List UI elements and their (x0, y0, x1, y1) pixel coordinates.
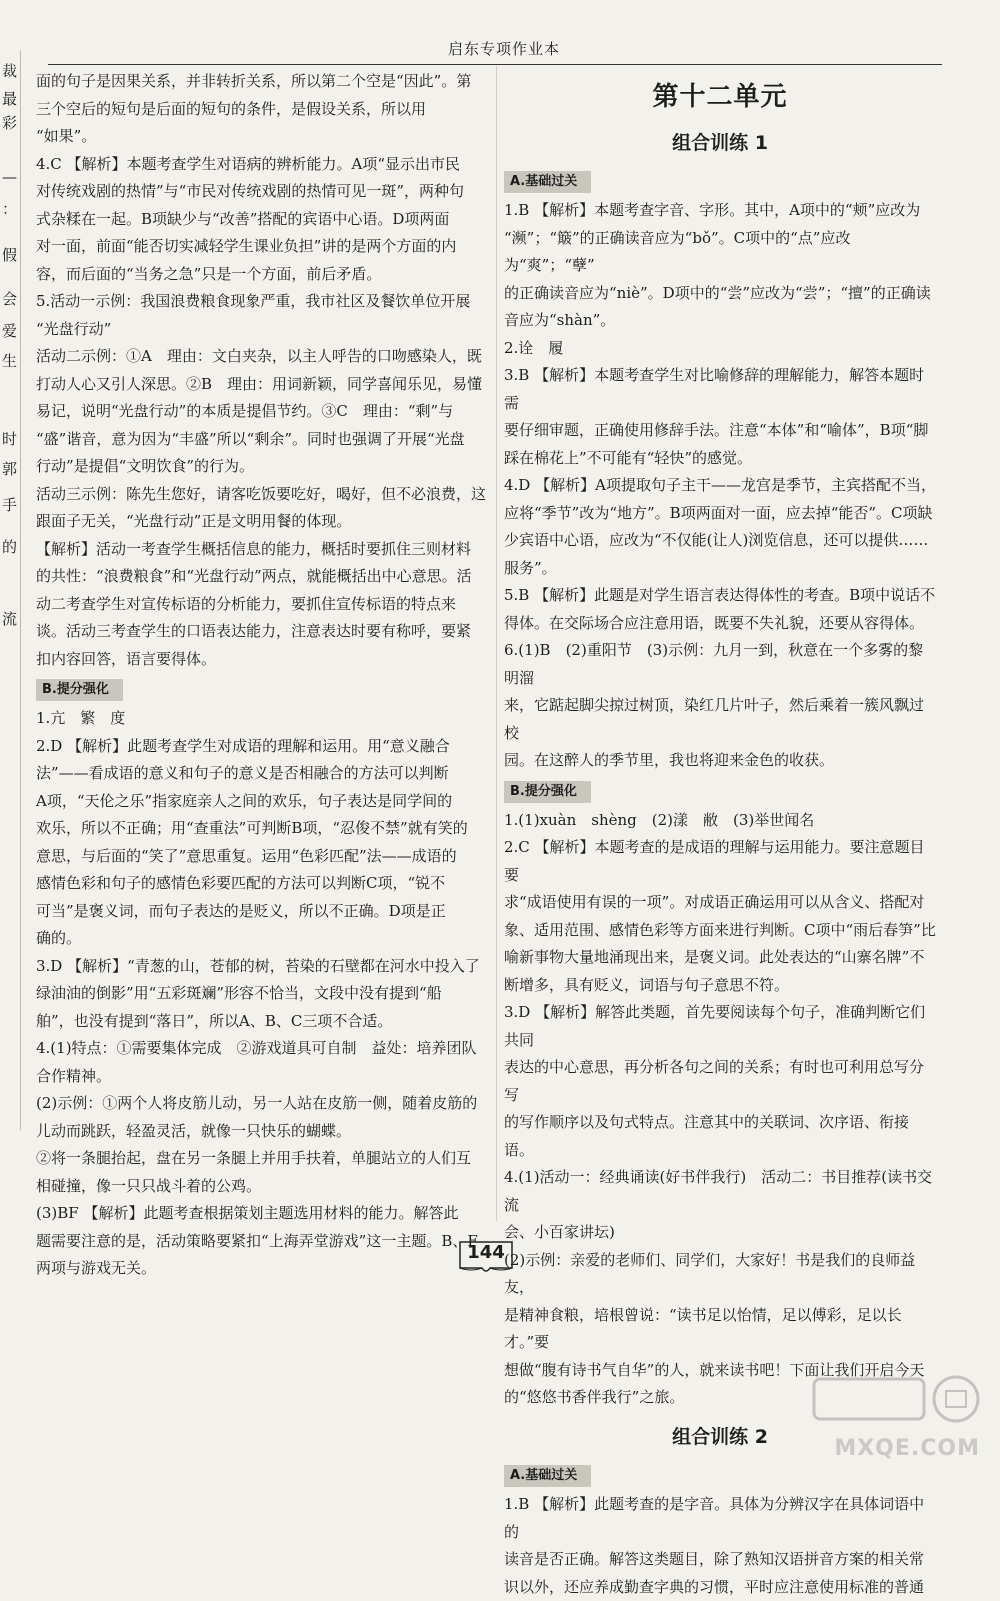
right-answer-list-b1 (504, 807, 936, 1412)
answer-line: 活动二示例：①A 理由：文白夹杂，以主人呼告的口吻感染人，既 (36, 343, 492, 371)
answer-line: 4.D 【解析】A项提取句子主干——龙宫是季节，主宾搭配不当， (504, 472, 936, 500)
edge-char: 裁 (2, 64, 17, 79)
answer-line: 3.D 【解析】解答此类题，首先要阅读每个句子，准确判断它们共同 (504, 999, 936, 1054)
answer-line: 题需要注意的是，活动策略要紧扣“上海弄堂游戏”这一主题。B、F (36, 1228, 492, 1256)
edge-char: — (2, 170, 17, 185)
exercise-title-2: 组合训练 2 (504, 1424, 936, 1452)
edge-char: 最 (2, 92, 17, 107)
edge-char: 时 (2, 432, 17, 447)
answer-line: 的写作顺序以及句式特点。注意其中的关联词、次序语、衔接语。 (504, 1109, 936, 1164)
answer-line: 1.B 【解析】此题考查的是字音。具体为分辨汉字在具体词语中的 (504, 1491, 936, 1546)
answer-line: 对一面，前面“能否切实减轻学生课业负担”讲的是两个方面的内 (36, 233, 492, 261)
page-number-badge (456, 1238, 516, 1276)
answer-line: 服务”。 (504, 555, 936, 583)
watermark (806, 1371, 986, 1461)
edge-char: 假 (2, 248, 17, 263)
answer-line: 1.B 【解析】本题考查字音、字形。其中，A项中的“颊”应改为 (504, 197, 936, 225)
answer-line: “濒”；“簸”的正确读音应为“bǒ”。C项中的“点”应改为“爽”；“孽” (504, 225, 936, 280)
answer-line: 来，它踮起脚尖掠过树顶，染红几片叶子，然后乘着一簇风飘过校 (504, 692, 936, 747)
answer-line: 感情色彩和句子的感情色彩要匹配的方法可以判断C项，“锐不 (36, 870, 492, 898)
answer-line: 相碰撞，像一只只战斗着的公鸡。 (36, 1173, 492, 1201)
edge-char: 手 (2, 498, 17, 513)
answer-line: (2)示例：亲爱的老师们、同学们，大家好！书是我们的良师益友， (504, 1247, 936, 1302)
answer-line: 合作精神。 (36, 1063, 492, 1091)
watermark-text: MXQE.COM (834, 1436, 980, 1461)
answer-line: “如果”。 (36, 123, 492, 151)
left-answer-list-b (36, 705, 492, 1283)
answer-line: 3.B 【解析】本题考查学生对比喻修辞的理解能力，解答本题时需 (504, 362, 936, 417)
answer-line: 求“成语使用有误的一项”。对成语正确运用可以从含义、搭配对 (504, 889, 936, 917)
edge-char: 彩 (2, 116, 17, 131)
answer-line: 4.(1)活动一：经典诵读(好书伴我行) 活动二：书目推荐(读书交流 (504, 1164, 936, 1219)
edge-char: 生 (2, 354, 17, 369)
answer-line: 舶”，也没有提到“落日”，所以A、B、C三项不合适。 (36, 1008, 492, 1036)
edge-char: 的 (2, 540, 17, 555)
answer-line: 要仔细审题，正确使用修辞手法。注意“本体”和“喻体”，B项“脚 (504, 417, 936, 445)
answer-line: 少宾语中心语，应改为“不仅能(让人)浏览信息，还可以提供…… (504, 527, 936, 555)
exercise-title-1: 组合训练 1 (504, 130, 936, 158)
answer-line: 1.亢 繁 度 (36, 705, 492, 733)
answer-line: 行动”是提倡“文明饮食”的行为。 (36, 453, 492, 481)
answer-line: 音应为“shàn”。 (504, 307, 936, 335)
edge-char: 流 (2, 612, 17, 627)
answer-line: 应将“季节”改为“地方”。B项两面对一面，应去掉“能否”。C项缺 (504, 500, 936, 528)
answer-line: 法”——看成语的意义和句子的意义是否相融合的方法可以判断 (36, 760, 492, 788)
edge-char: 爱 (2, 324, 17, 339)
answer-line: 【解析】活动一考查学生概括信息的能力，概括时要抓住三则材料 (36, 536, 492, 564)
answer-line: 扣内容回答，语言要得体。 (36, 646, 492, 674)
answer-line: 读音是否正确。解答这类题目，除了熟知汉语拼音方案的相关常 (504, 1546, 936, 1574)
answer-line: A项，“天伦之乐”指家庭亲人之间的欢乐，句子表达是同学间的 (36, 788, 492, 816)
answer-line: 识以外，还应养成勤查字典的习惯，平时应注意使用标准的普通 (504, 1574, 936, 1601)
header-rule (48, 64, 942, 65)
answer-line: (2)示例：①两个人将皮筋儿动，另一人站在皮筋一侧，随着皮筋的 (36, 1090, 492, 1118)
page-number: 144 (456, 1242, 516, 1263)
answer-line: 是精神食粮，培根曾说：“读书足以怡情，足以傅彩，足以长才。”要 (504, 1302, 936, 1357)
answer-line: 3.D 【解析】“青葱的山，苍郁的树，苔染的石壁都在河水中投入了 (36, 953, 492, 981)
answer-line: 得体。在交际场合应注意用语，既要不失礼貌，还要从容得体。 (504, 610, 936, 638)
book-logo-icon (806, 1371, 986, 1431)
answer-line: 式杂糅在一起。B项缺少与“改善”搭配的宾语中心语。D项两面 (36, 206, 492, 234)
section-tag-b1: B.提分强化 (504, 781, 591, 803)
left-answer-list (36, 68, 492, 673)
section-tag-b: B.提分强化 (36, 679, 123, 701)
answer-line: 园。在这醉人的季节里，我也将迎来金色的收获。 (504, 747, 936, 775)
answer-line: 的“悠悠书香伴我行”之旅。 (504, 1384, 936, 1412)
answer-line: “盛”谐音，意为因为“丰盛”所以“剩余”。同时也强调了开展“光盘 (36, 426, 492, 454)
answer-line: 会、小百家讲坛) (504, 1219, 936, 1247)
edge-char: 郭 (2, 462, 17, 477)
right-answer-list-a2 (504, 1491, 936, 1601)
answer-line: 容，而后面的“当务之急”只是一个方面，前后矛盾。 (36, 261, 492, 289)
answer-line: 确的。 (36, 925, 492, 953)
answer-line: 欢乐，所以不正确；用“查重法”可判断B项，“忍俊不禁”就有笑的 (36, 815, 492, 843)
answer-line: 4.(1)特点：①需要集体完成 ②游戏道具可自制 益处：培养团队 (36, 1035, 492, 1063)
answer-line: 2.D 【解析】此题考查学生对成语的理解和运用。用“意义融合 (36, 733, 492, 761)
answer-line: 三个空后的短句是后面的短句的条件，是假设关系，所以用 (36, 96, 492, 124)
running-header-title: 启东专项作业本 (448, 38, 560, 59)
answer-line: 儿动而跳跃，轻盈灵活，就像一只快乐的蝴蝶。 (36, 1118, 492, 1146)
answer-line: 踩在棉花上”不可能有“轻快”的感觉。 (504, 445, 936, 473)
answer-line: 谈。活动三考查学生的口语表达能力，注意表达时要有称呼，要紧 (36, 618, 492, 646)
edge-char: 会 (2, 292, 17, 307)
answer-line: 1.(1)xuàn shèng (2)漾 敝 (3)举世闻名 (504, 807, 936, 835)
answer-line: “光盘行动” (36, 316, 492, 344)
answer-line: 意思，与后面的“笑了”意思重复。运用“色彩匹配”法——成语的 (36, 843, 492, 871)
answer-line: 表达的中心意思，再分析各句之间的关系；有时也可利用总写分写 (504, 1054, 936, 1109)
answer-line: 的正确读音应为“niè”。D项中的“尝”应改为“尝”；“擅”的正确读 (504, 280, 936, 308)
answer-line: 对传统戏剧的热情”与“市民对传统戏剧的热情可见一斑”，两种句 (36, 178, 492, 206)
answer-line: 喻新事物大量地涌现出来，是褒义词。此处表达的“山寨名牌”不 (504, 944, 936, 972)
column-divider (496, 66, 497, 1221)
answer-line: 2.诠 履 (504, 335, 936, 363)
answer-line: 6.(1)B (2)重阳节 (3)示例：九月一到，秋意在一个多雾的黎明溜 (504, 637, 936, 692)
answer-line: 象、适用范围、感情色彩等方面来进行判断。C项中“雨后春笋”比 (504, 917, 936, 945)
answer-line: ②将一条腿抬起，盘在另一条腿上并用手扶着，单腿站立的人们互 (36, 1145, 492, 1173)
answer-line: 打动人心又引人深思。②B 理由：用词新颖，同学喜闻乐见，易懂 (36, 371, 492, 399)
edge-char: ： (2, 202, 17, 217)
section-tag-a2: A.基础过关 (504, 1465, 591, 1487)
right-answer-list-a1 (504, 197, 936, 775)
answer-line: 5.B 【解析】此题是对学生语言表达得体性的考查。B项中说话不 (504, 582, 936, 610)
answer-line: 想做“腹有诗书气自华”的人，就来读书吧！下面让我们开启今天 (504, 1357, 936, 1385)
answer-line: 绿油油的倒影”用“五彩斑斓”形容不恰当，文段中没有提到“船 (36, 980, 492, 1008)
answer-line: 断增多，具有贬义，词语与句子意思不符。 (504, 972, 936, 1000)
answer-line: 的共性：“浪费粮食”和“光盘行动”两点，就能概括出中心意思。活 (36, 563, 492, 591)
answer-line: 面的句子是因果关系，并非转折关系，所以第二个空是“因此”。第 (36, 68, 492, 96)
answer-line: 可当”是褒义词，而句子表达的是贬义，所以不正确。D项是正 (36, 898, 492, 926)
answer-line: 活动三示例：陈先生您好，请客吃饭要吃好，喝好，但不必浪费，这 (36, 481, 492, 509)
answer-line: 4.C 【解析】本题考查学生对语病的辨析能力。A项“显示出市民 (36, 151, 492, 179)
answer-line: 易记，说明“光盘行动”的本质是提倡节约。③C 理由：“剩”与 (36, 398, 492, 426)
unit-title: 第十二单元 (504, 84, 936, 112)
answer-line: 2.C 【解析】本题考查的是成语的理解与运用能力。要注意题目要 (504, 834, 936, 889)
answer-line: 动二考查学生对宣传标语的分析能力，要抓住宣传标语的特点来 (36, 591, 492, 619)
left-column (36, 68, 492, 1283)
answer-line: 两项与游戏无关。 (36, 1255, 492, 1283)
answer-line: (3)BF 【解析】此题考查根据策划主题选用材料的能力。解答此 (36, 1200, 492, 1228)
answer-line: 跟面子无关，“光盘行动”正是文明用餐的体现。 (36, 508, 492, 536)
edge-divider (20, 50, 21, 1130)
section-tag-a1: A.基础过关 (504, 171, 591, 193)
answer-line: 5.活动一示例：我国浪费粮食现象严重，我市社区及餐饮单位开展 (36, 288, 492, 316)
